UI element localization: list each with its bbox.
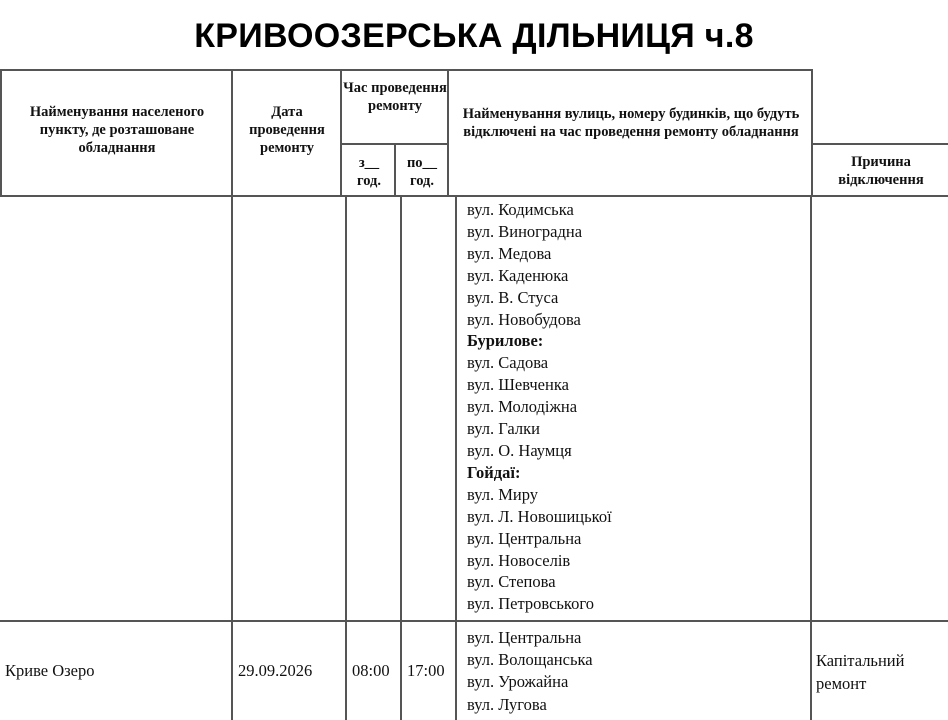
street-item: вул. Степова	[467, 572, 556, 592]
street-item: вул. В. Стуса	[467, 287, 559, 307]
page-title: КРИВООЗЕРСЬКА ДІЛЬНИЦЯ ч.8	[194, 17, 754, 55]
street-item: вул. О. Наумця	[467, 440, 572, 460]
col-divider-2-body	[345, 195, 347, 720]
col-divider-4-body	[455, 195, 457, 720]
col-divider-4-header	[447, 69, 449, 197]
row1-street-list	[467, 199, 612, 615]
street-item: вул. Центральна	[467, 528, 582, 548]
street-item: вул. Л. Новошицької	[467, 506, 612, 526]
street-item: вул. Виноградна	[467, 221, 583, 241]
street-item: вул. Волощанська	[467, 650, 593, 670]
row2-street-list	[467, 627, 593, 716]
header-time-from: з__ год.	[356, 155, 381, 189]
street-item: вул. Медова	[467, 243, 552, 263]
street-item: вул. Садова	[467, 353, 549, 373]
header-streets: Найменування вулиць, номеру будинків, що будуть відключені на час проведення ремонту обладнання	[462, 106, 800, 140]
header-time-to: по__ год.	[406, 155, 438, 189]
street-item: вул. Молодіжна	[467, 397, 578, 417]
row2-time-to: 17:00	[407, 661, 445, 680]
street-item: вул. Петровського	[467, 594, 594, 614]
table-left-border	[0, 69, 2, 197]
row2-date: 29.09.2026	[238, 661, 313, 680]
street-item: вул. Новоселів	[467, 550, 571, 570]
street-item: вул. Центральна	[467, 628, 582, 647]
header-bottom-border	[0, 195, 948, 197]
street-item: вул. Кодимська	[467, 200, 574, 219]
col-divider-3-body	[400, 195, 402, 720]
row2-settlement: Криве Озеро	[5, 661, 95, 680]
street-item: вул. Урожайна	[467, 672, 569, 692]
street-item: вул. Миру	[467, 484, 539, 504]
settlement-group-heading: Бурилове:	[467, 331, 544, 351]
row2-time-from: 08:00	[352, 661, 390, 680]
street-item: вул. Новобудова	[467, 309, 581, 329]
settlement-group-heading: Гойдаї:	[467, 462, 521, 482]
table-top-border	[0, 69, 813, 71]
col-divider-2-header	[340, 69, 342, 197]
street-item: вул. Шевченка	[467, 375, 569, 395]
header-date: Дата проведення ремонту	[249, 104, 325, 156]
col-divider-1-body	[231, 195, 233, 720]
street-item: вул. Галки	[467, 419, 540, 439]
col-divider-1-header	[231, 69, 233, 197]
header-reason: Причина відключення	[838, 154, 924, 188]
col-divider-5-header	[811, 69, 813, 197]
street-item: вул. Каденюка	[467, 265, 569, 285]
header-settlement: Найменування населеного пункту, де розташоване обладнання	[29, 104, 205, 156]
col-divider-5-body	[810, 195, 812, 720]
row2-reason: Капітальний ремонт	[816, 651, 905, 693]
row-divider	[0, 620, 948, 622]
col-divider-3-header	[394, 143, 396, 197]
street-item: вул. Лугова	[467, 694, 547, 714]
header-time-group: Час проведення ремонту	[343, 80, 447, 114]
reason-header-top-border	[813, 143, 948, 145]
